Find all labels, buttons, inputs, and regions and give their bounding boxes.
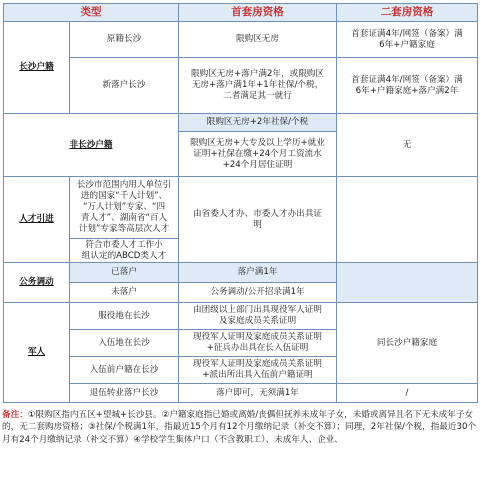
category-civil-transfer: 公务调动 — [4, 263, 70, 303]
category-talent: 人才引进 — [4, 177, 70, 263]
table-row — [4, 177, 478, 239]
second-home-cell: / — [337, 384, 478, 403]
first-home-cell: 限购区无房+2年社保/个税 — [179, 114, 337, 132]
first-home-cell: 由团级以上部门出具现役军人证明 及家庭成员关系证明 — [179, 303, 337, 330]
first-home-cell: 限购区无房+大专及以上学历+就业 证明+社保在缴+24个月工资流水 +24个月居住证明 — [179, 132, 337, 177]
notes-block — [2, 409, 478, 480]
first-home-cell: 落户即可，无须满1年 — [179, 384, 337, 403]
subtype-cell: 长沙市范围内用人单位引 进的国家“千人计划”、 “万人计划”专家、“四 青人才”、湖南省“百人 计划”专家等高层次人才 — [70, 177, 179, 239]
second-home-cell: 首套证满4年/网签（备案）满 6年+户籍家庭+落户满2年 — [337, 58, 478, 114]
subtype-cell: 入伍前户籍在长沙 — [70, 357, 179, 384]
table-row — [4, 58, 478, 114]
first-home-cell: 现役军人证明及家庭成员关系证明 +征兵办出具在长入伍证明 — [179, 330, 337, 357]
eligibility-table — [3, 3, 478, 403]
first-home-cell: 公务调动/公开招录满1年 — [179, 283, 337, 303]
category-military: 军人 — [4, 303, 70, 403]
notes-text: ：①限购区指内五区+望城+长沙县。②户籍家庭指已婚或离婚/丧偶但抚养未成年子女，未婚或离异且名下无未成年子女的，无二套购房资格；③社保/个税满1年，指最近15个月有12个月缴纳记录（补交不算）；同理，2年社保/个税，指最近30个月有24个月缴纳记录（补交不算）④学校学生集体户口（不含教职工）、未成年人、企业、 — [2, 410, 477, 445]
subtype-cell: 已落户 — [70, 263, 179, 283]
second-home-cell: 同长沙户籍家庭 — [337, 303, 478, 384]
category-non-changsha: 非长沙户籍 — [4, 114, 179, 177]
second-home-cell: 首套证满4年/网签（备案）满 6年+户籍家庭 — [337, 22, 478, 58]
table-row — [4, 22, 478, 58]
second-home-cell — [337, 177, 478, 263]
category-changsha-huji: 长沙户籍 — [4, 22, 70, 114]
second-home-cell: 无 — [337, 114, 478, 177]
first-home-cell: 现役军人证明及家庭成员关系证明 +派出所出具入伍前户籍证明 — [179, 357, 337, 384]
first-home-cell: 限购区无房+落户满2年，或限购区 无房+落户满1年+1年社保/个税， 二者满足其一就行 — [179, 58, 337, 114]
first-home-cell: 限购区无房 — [179, 22, 337, 58]
subtype-cell: 符合市委人才工作小 组认定的ABCD类人才 — [70, 239, 179, 263]
first-home-cell: 由省委人才办、市委人才办出具证 明 — [179, 177, 337, 263]
first-home-cell: 落户满1年 — [179, 263, 337, 283]
subtype-cell: 原籍长沙 — [70, 22, 179, 58]
header-first-home: 首套房资格 — [179, 4, 337, 22]
table-row — [4, 263, 478, 283]
table-header-row — [4, 4, 478, 22]
subtype-cell: 未落户 — [70, 283, 179, 303]
subtype-cell: 退伍转业落户长沙 — [70, 384, 179, 403]
notes-label: 备注 — [2, 410, 20, 420]
table-row — [4, 303, 478, 330]
second-home-cell — [337, 263, 478, 303]
subtype-cell: 新落户长沙 — [70, 58, 179, 114]
header-type: 类型 — [4, 4, 179, 22]
subtype-cell: 入伍地在长沙 — [70, 330, 179, 357]
table-row — [4, 384, 478, 403]
subtype-cell: 服役地在长沙 — [70, 303, 179, 330]
table-row — [4, 114, 478, 132]
header-second-home: 二套房资格 — [337, 4, 478, 22]
